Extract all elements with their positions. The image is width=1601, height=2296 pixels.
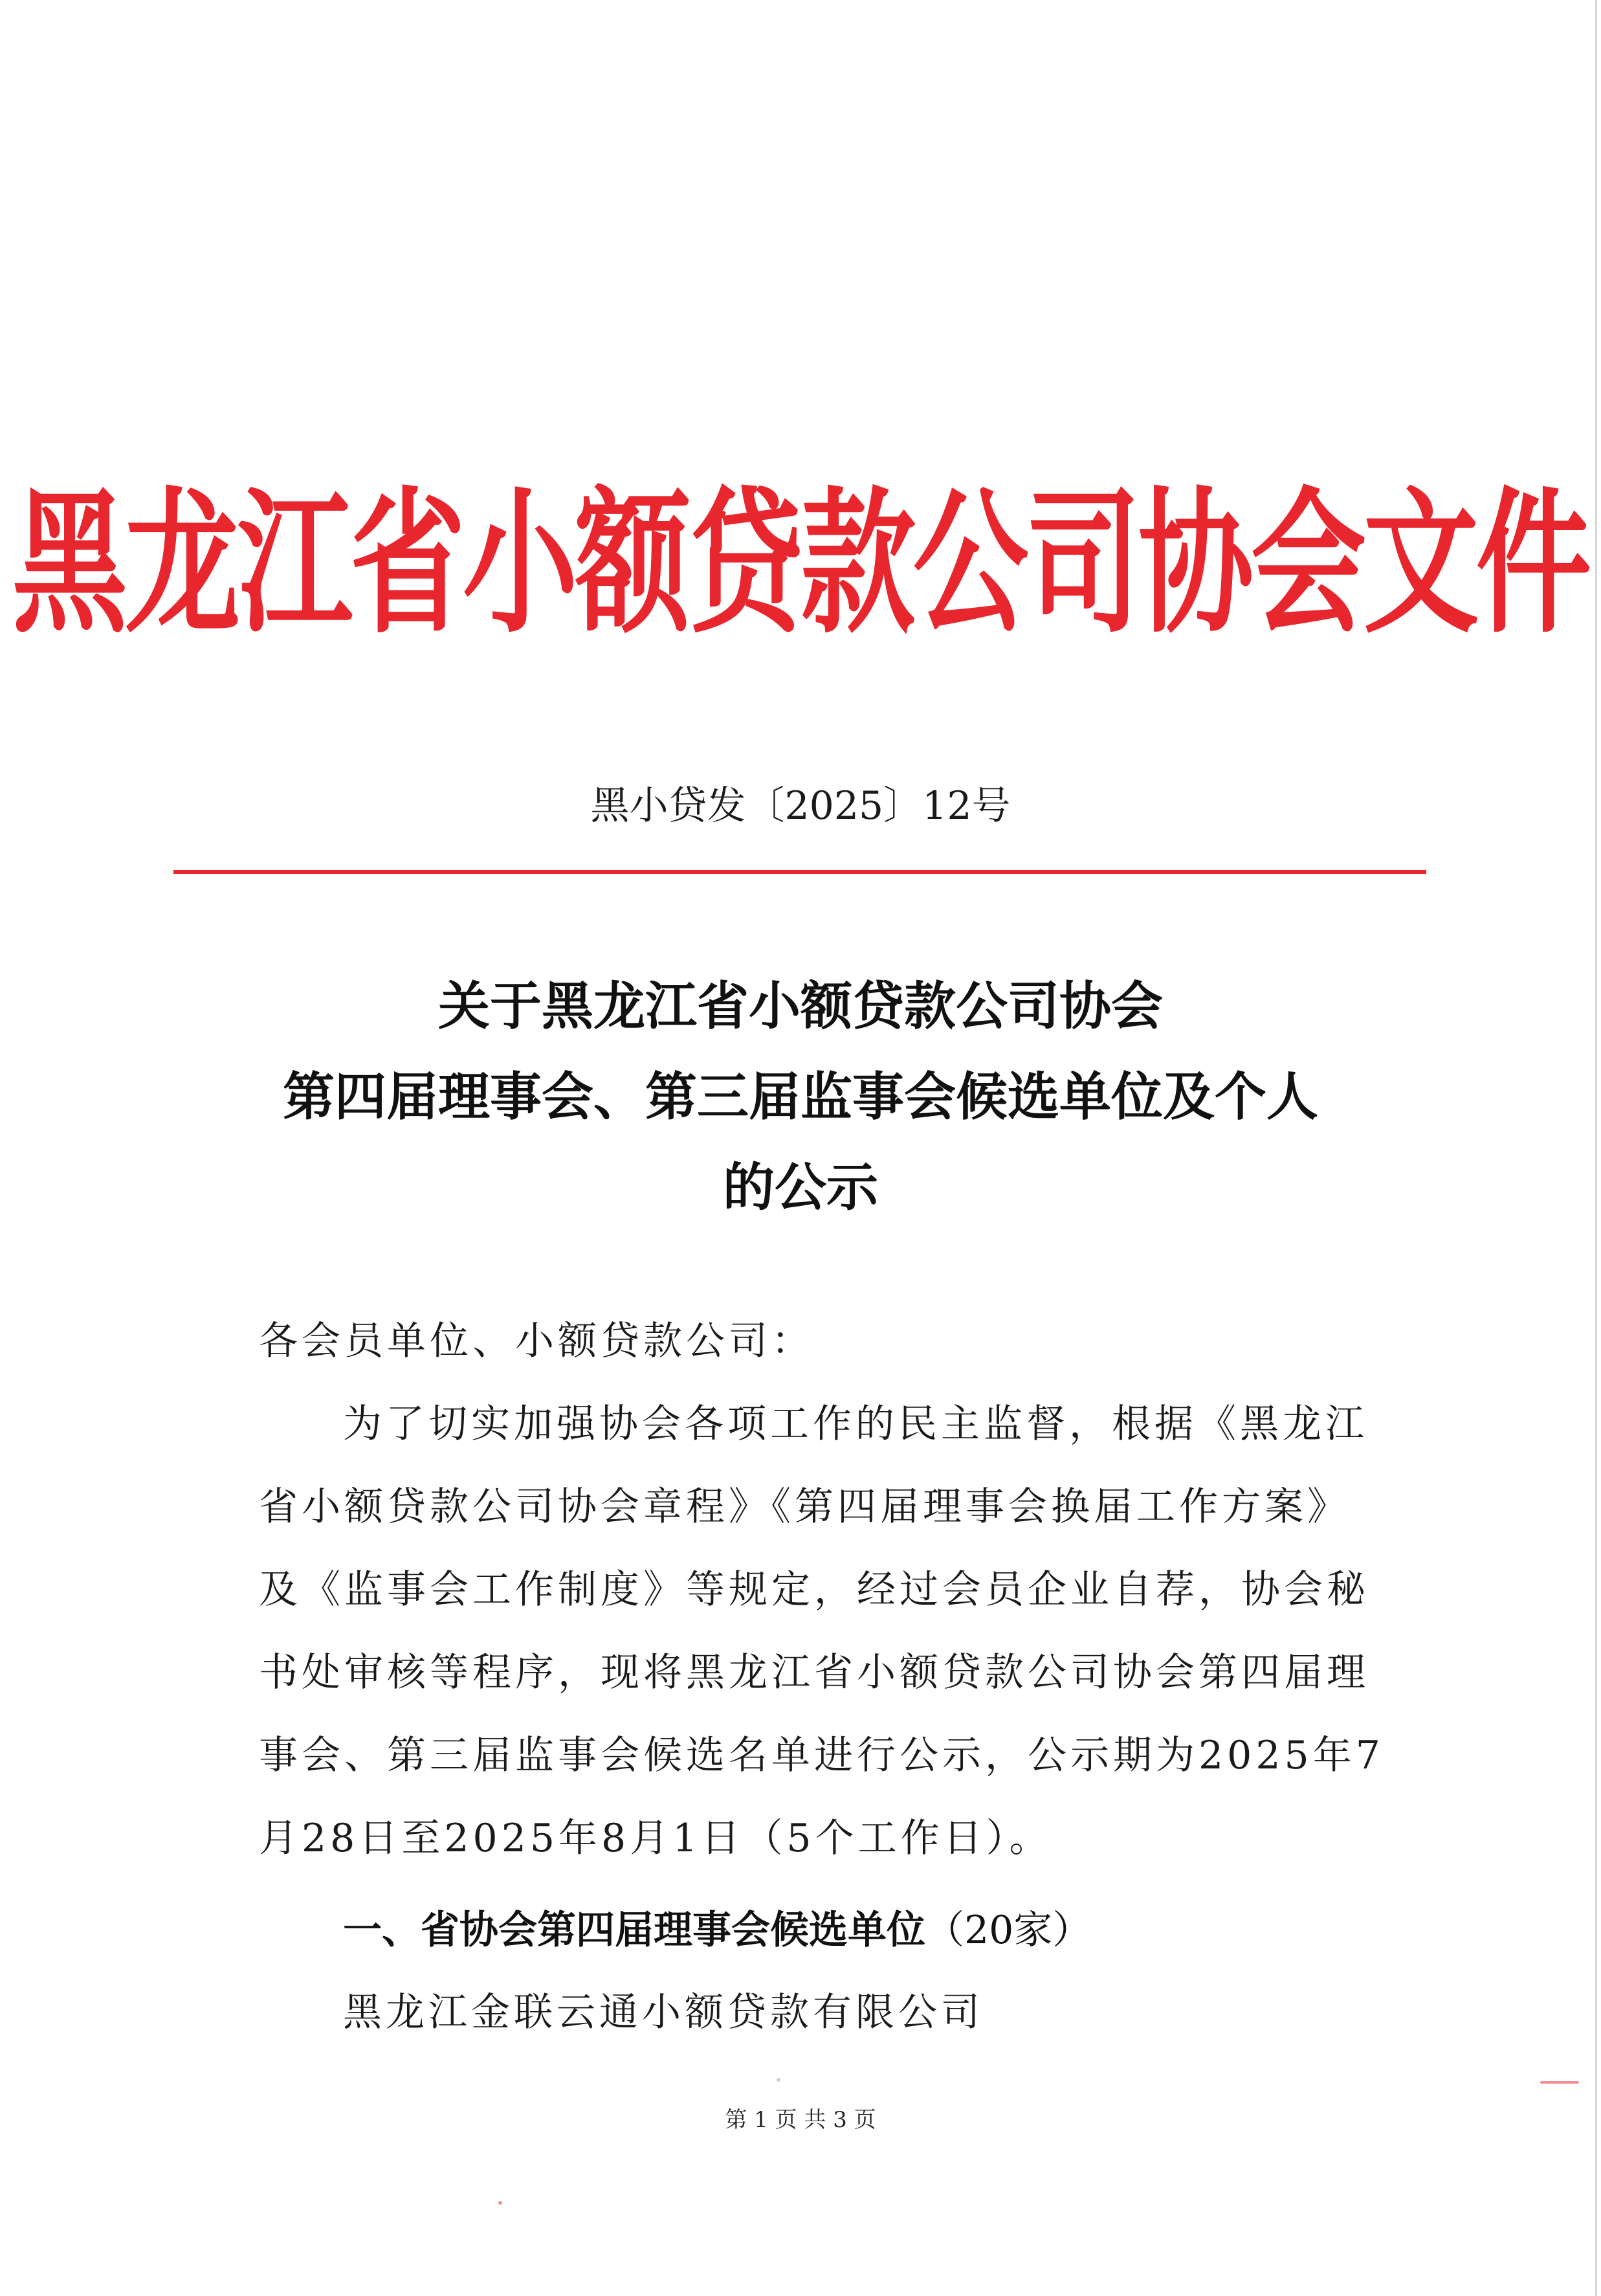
page-footer: 第 1 页 共 3 页 [725,2107,876,2133]
paragraph-line: 及《监事会工作制度》等规定，经过会员企业自荐，协会秘 [259,1567,1369,1612]
notice-title-line: 关于黑龙江省小额贷款公司协会 [438,976,1163,1036]
paragraph-line: 为了切实加强协会各项工作的民主监督，根据《黑龙江 [343,1401,1368,1447]
paragraph-line: 月28日至2025年8月1日（5个工作日）。 [259,1816,1052,1861]
red-divider-line [173,870,1426,874]
paragraph-line: 省小额贷款公司协会章程》《第四届理事会换届工作方案》 [259,1484,1350,1530]
section-heading [343,1889,1091,1972]
section-heading-text: 一、省协会第四届理事会候选单位 [343,1908,925,1953]
paragraph-line: 事会、第三届监事会候选名单进行公示，公示期为2025年7 [259,1733,1384,1778]
list-item: 黑龙江金联云通小额贷款有限公司 [343,1990,984,2035]
scan-speck [498,2201,502,2205]
notice-title-line: 第四届理事会、第三届监事会候选单位及个人 [283,1067,1318,1127]
salutation: 各会员单位、小额贷款公司： [259,1319,814,1364]
document-number: 黑小贷发〔2025〕12号 [590,783,1011,829]
letterhead-title: 黑龙江省小额贷款公司协会文件 [12,471,1589,654]
notice-title [0,961,1601,1233]
scan-speck [777,2078,780,2082]
notice-title-line: 的公示 [723,1157,878,1218]
section-heading-count: （20家） [925,1908,1092,1953]
scan-speck [1540,2081,1579,2084]
paragraph-line: 书处审核等程序，现将黑龙江省小额贷款公司协会第四届理 [259,1650,1369,1695]
